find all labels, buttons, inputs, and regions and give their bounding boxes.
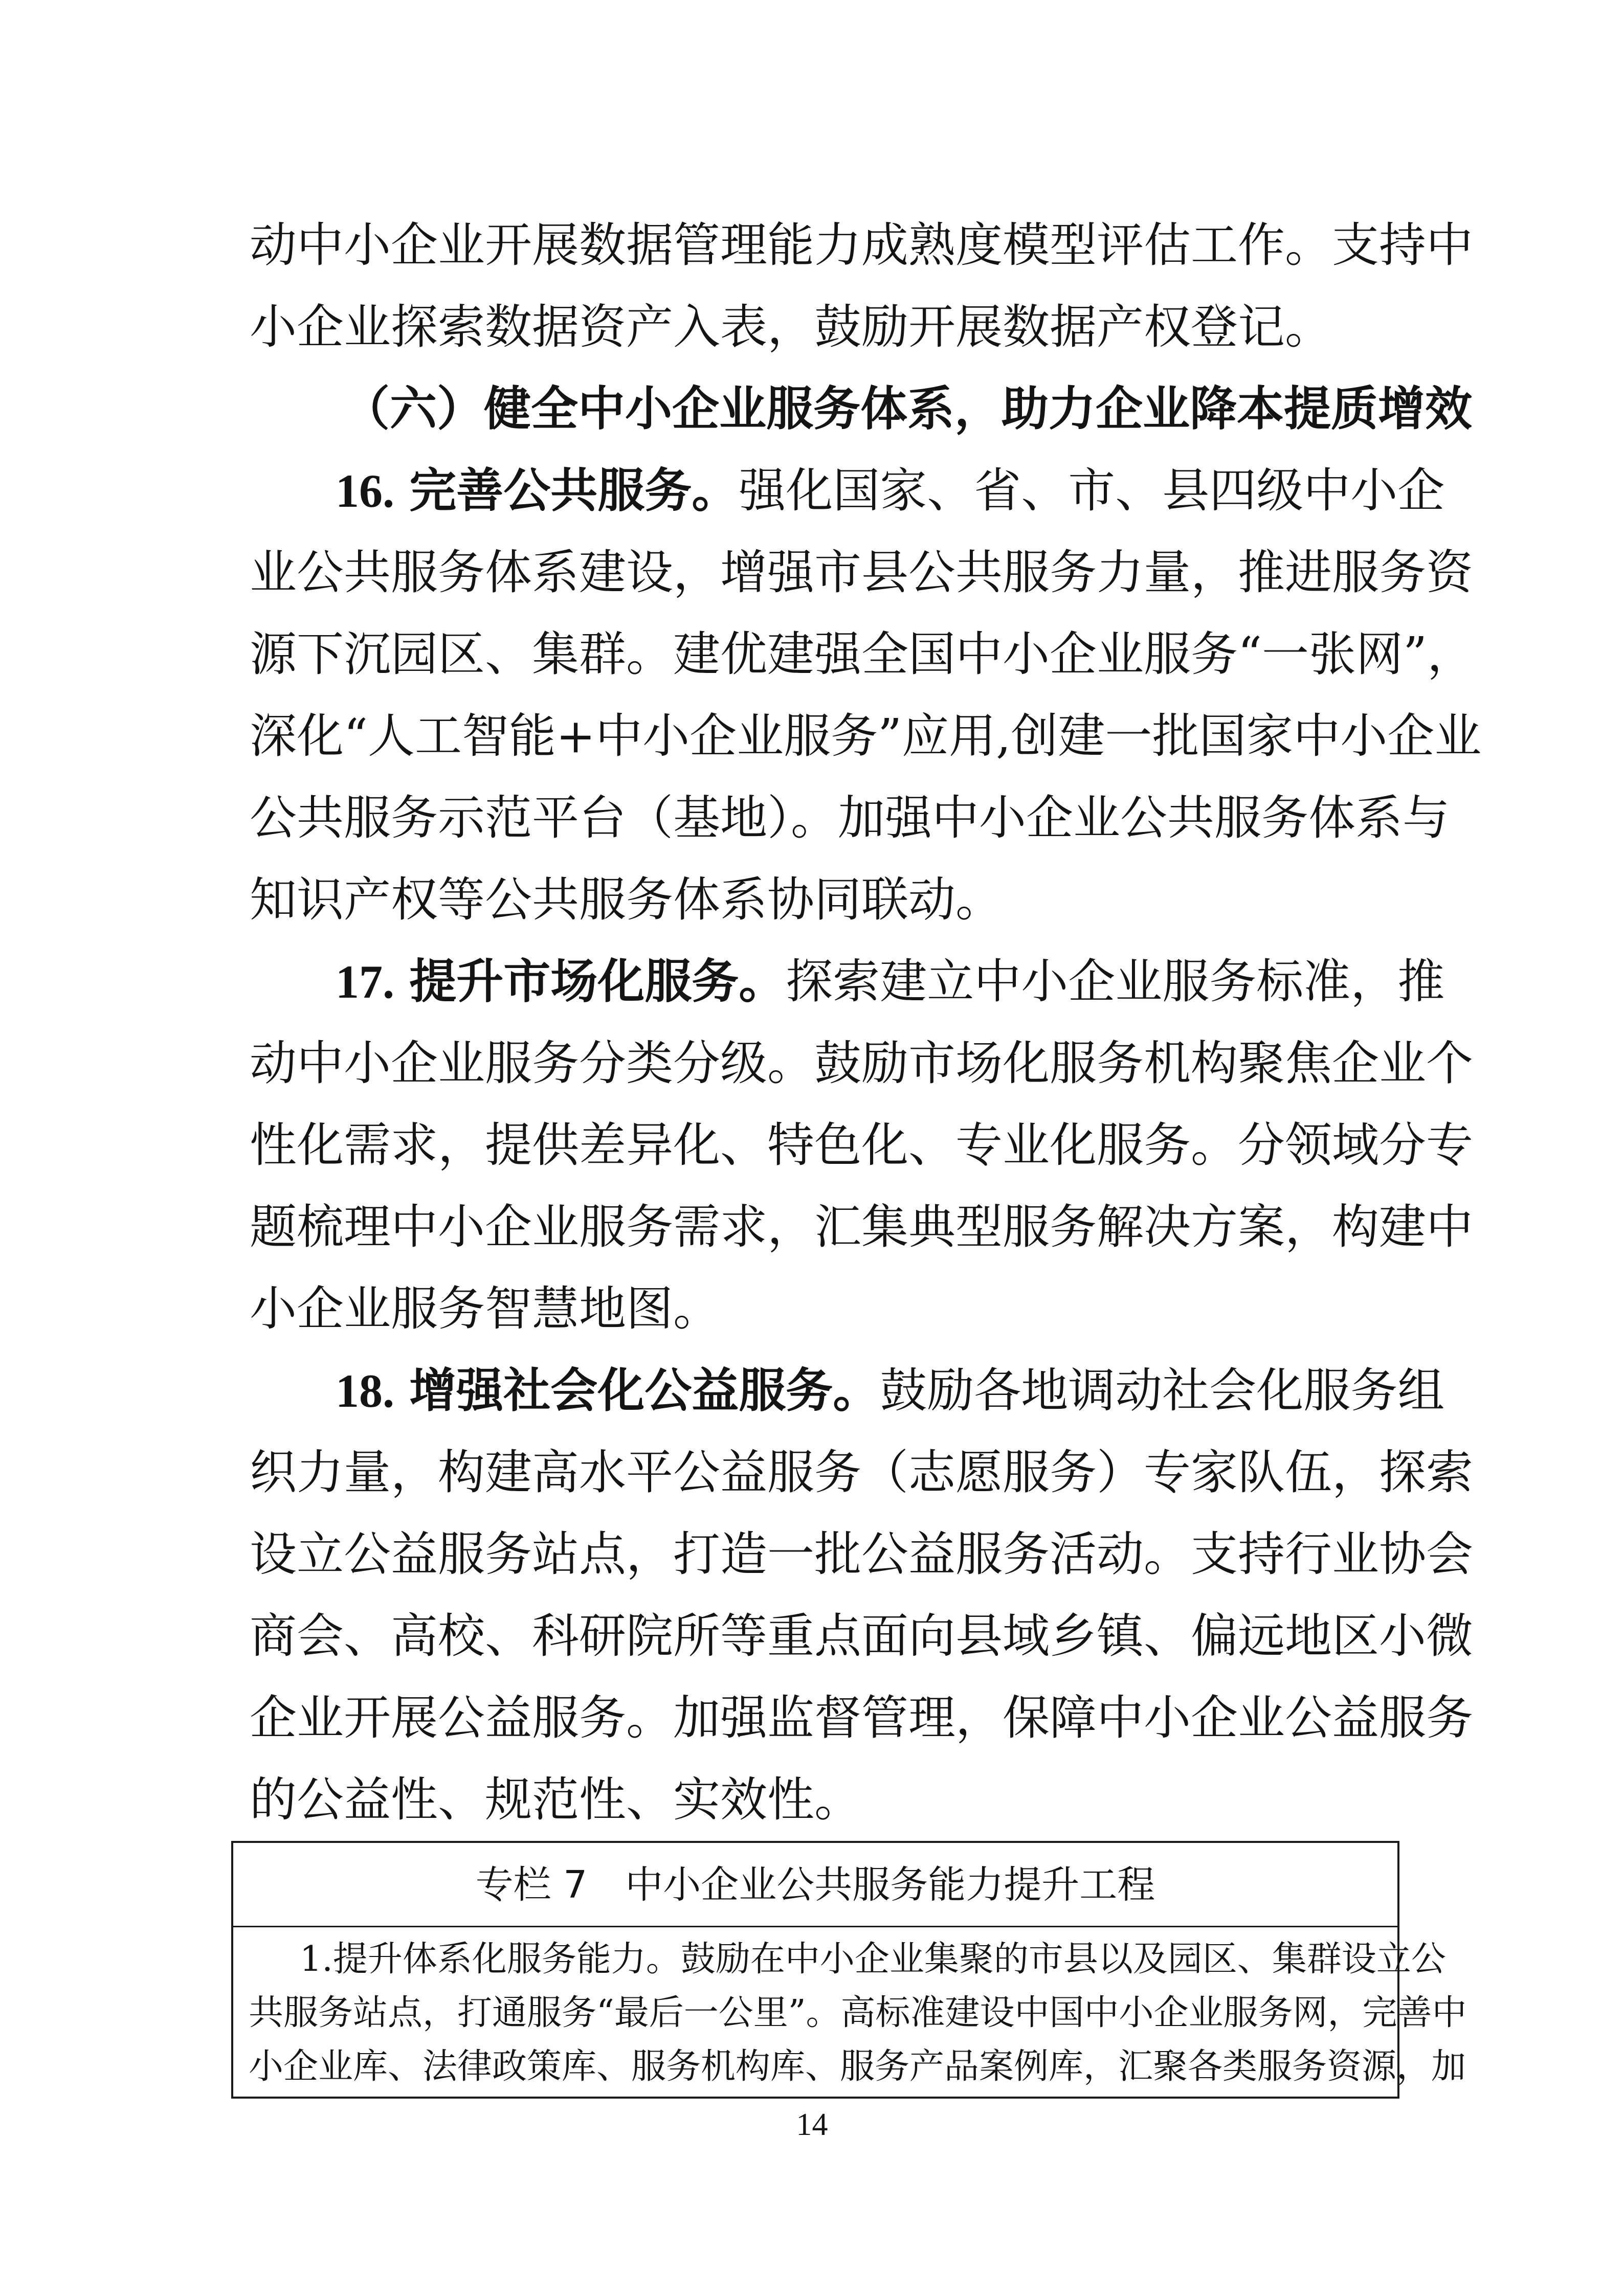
item16-line-6: 知识产权等公共服务体系协同联动。	[250, 872, 1003, 927]
item16-first-line-rest: 强化国家、省、市、县四级中小企	[739, 463, 1445, 518]
item18-line-2: 织力量，构建高水平公益服务（志愿服务）专家队伍，探索	[250, 1445, 1474, 1500]
item16-line-2: 业公共服务体系建设，增强市县公共服务力量，推进服务资	[250, 545, 1474, 600]
intro-line-1: 动中小企业开展数据管理能力成熟度模型评估工作。支持中	[250, 218, 1474, 273]
item18-line-3: 设立公益服务站点，打造一批公益服务活动。支持行业协会	[250, 1527, 1474, 1582]
column-box-line-3: 小企业库、法律政策库、服务机构库、服务产品案例库，汇聚各类服务资源，加	[249, 2046, 1466, 2087]
item18-line-4: 商会、高校、科研院所等重点面向县域乡镇、偏远地区小微	[250, 1609, 1474, 1663]
item17-line-5: 小企业服务智慧地图。	[250, 1281, 721, 1336]
item18-first-line-rest: 鼓励各地调动社会化服务组	[880, 1363, 1445, 1418]
item17-title: 提升市场化服务。	[409, 954, 786, 1009]
item17-first-line-rest: 探索建立中小企业服务标准，推	[786, 954, 1445, 1009]
section-heading: （六）健全中小企业服务体系，助力企业降本提质增效	[343, 381, 1473, 436]
item17-number: 17.	[336, 956, 394, 1008]
item17-line-3: 性化需求，提供差异化、特色化、专业化服务。分领域分专	[250, 1118, 1474, 1173]
item16-first-line	[336, 450, 1445, 532]
page-number: 14	[796, 2107, 828, 2142]
item18-line-6: 的公益性、规范性、实效性。	[250, 1772, 862, 1827]
item16-title: 完善公共服务。	[409, 463, 739, 518]
item17-line-4: 题梳理中小企业服务需求，汇集典型服务解决方案，构建中	[250, 1200, 1474, 1254]
item16-line-3: 源下沉园区、集群。建优建强全国中小企业服务“一张网”，	[250, 627, 1475, 682]
item17-first-line	[336, 941, 1445, 1023]
column-box-line-1: 1.提升体系化服务能力。鼓励在中小企业集聚的市县以及园区、集群设立公	[300, 1939, 1446, 1979]
intro-line-2: 小企业探索数据资产入表，鼓励开展数据产权登记。	[250, 300, 1332, 354]
item16-line-5: 公共服务示范平台（基地）。加强中小企业公共服务体系与	[250, 791, 1450, 845]
column-box-line-2: 共服务站点，打通服务“最后一公里”。高标准建设中国中小企业服务网，完善中	[249, 1993, 1467, 2033]
item16-number: 16.	[336, 465, 394, 517]
item18-title: 增强社会化公益服务。	[409, 1363, 880, 1418]
item18-number: 18.	[336, 1365, 394, 1417]
item18-line-5: 企业开展公益服务。加强监督管理，保障中小企业公益服务	[250, 1691, 1474, 1745]
item18-first-line	[336, 1350, 1445, 1432]
item17-line-2: 动中小企业服务分类分级。鼓励市场化服务机构聚焦企业个	[250, 1036, 1474, 1091]
column-box	[231, 1841, 1467, 2099]
item16-line-4: 深化“人工智能+中小企业服务”应用,创建一批国家中小企业	[250, 709, 1482, 763]
column-box-title: 专栏 7 中小企业公共服务能力提升工程	[233, 1843, 1397, 1927]
